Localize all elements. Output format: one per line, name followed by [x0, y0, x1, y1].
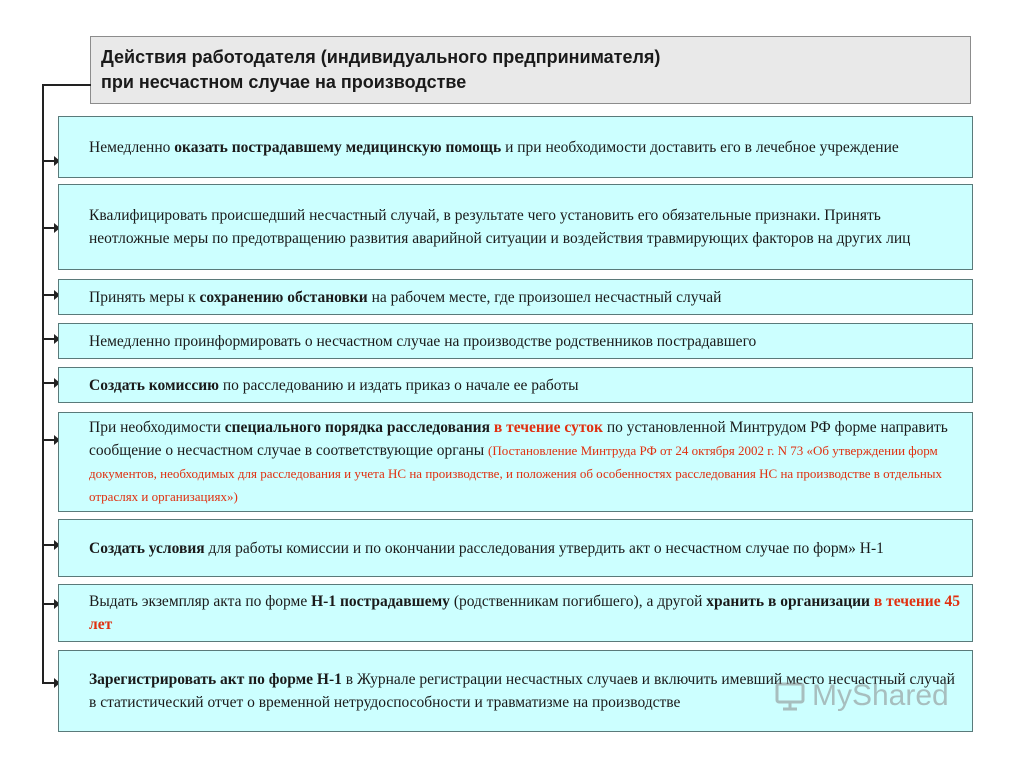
title-line-2: при несчастном случае на производстве	[101, 72, 467, 92]
arrow-step-3	[42, 294, 56, 296]
arrow-step-7	[42, 544, 56, 546]
step-box-7: Создать условия для работы комиссии и по окончании расследования утвердить акт о несчастном случае по форм» Н-1	[58, 519, 973, 577]
step-box-6: При необходимости специального порядка расследования в течение суток по установленной Минтрудом РФ форме направить сообщение о несчастном случае в соответствующие органы (Постановление Минтруда РФ от 24 октября 2002 г. N 73 «Об утверждении форм документов, необходимых для расследования и учета НС на производстве, и положения об особенностях расследования НС на производстве в отдельных отраслях и организациях»)	[58, 412, 973, 512]
step-box-8: Выдать экземпляр акта по форме Н-1 пострадавшему (родственникам погибшего), а другой хранить в организации в течение 45 лет	[58, 584, 973, 642]
step-box-3: Принять меры к сохранению обстановки на рабочем месте, где произошел несчастный случай	[58, 279, 973, 315]
arrow-step-2	[42, 227, 56, 229]
watermark-text: MyShared	[812, 679, 949, 712]
title-connector	[42, 84, 91, 86]
decree-note: (Постановление Минтруда РФ от 24 октября 2002 г. N 73 «Об утверждении форм документов, необходимых для расследования и учета НС на производстве, и положения об особенностях расследования НС на производстве в отдельных отраслях и организациях»)	[89, 443, 943, 504]
projector-icon	[774, 680, 806, 712]
step-box-2: Квалифицировать происшедший несчастный случай, в результате чего установить его обязательные признаки. Принять неотложные меры по предотвращению развития аварийной ситуации и воздействия травмирующих факторов на других лиц	[58, 184, 973, 270]
arrow-step-1	[42, 160, 56, 162]
arrow-step-5	[42, 382, 56, 384]
step-box-9: Зарегистрировать акт по форме Н-1 в Журнале регистрации несчастных случаев и включить имевший место несчастный случай в статистический отчет о временной нетрудоспособности и травматизме на производстве	[58, 650, 973, 732]
diagram-title	[90, 36, 971, 104]
arrow-step-8	[42, 603, 56, 605]
watermark	[774, 676, 949, 716]
title-line-1: Действия работодателя (индивидуального предпринимателя)	[101, 47, 661, 67]
arrow-step-6	[42, 439, 56, 441]
step-box-4: Немедленно проинформировать о несчастном случае на производстве родственников пострадавшего	[58, 323, 973, 359]
step-box-1: Немедленно оказать пострадавшему медицинскую помощь и при необходимости доставить его в лечебное учреждение	[58, 116, 973, 178]
arrow-step-4	[42, 338, 56, 340]
vertical-connector	[42, 84, 44, 684]
step-box-5: Создать комиссию по расследованию и издать приказ о начале ее работы	[58, 367, 973, 403]
arrow-step-9	[42, 682, 56, 684]
